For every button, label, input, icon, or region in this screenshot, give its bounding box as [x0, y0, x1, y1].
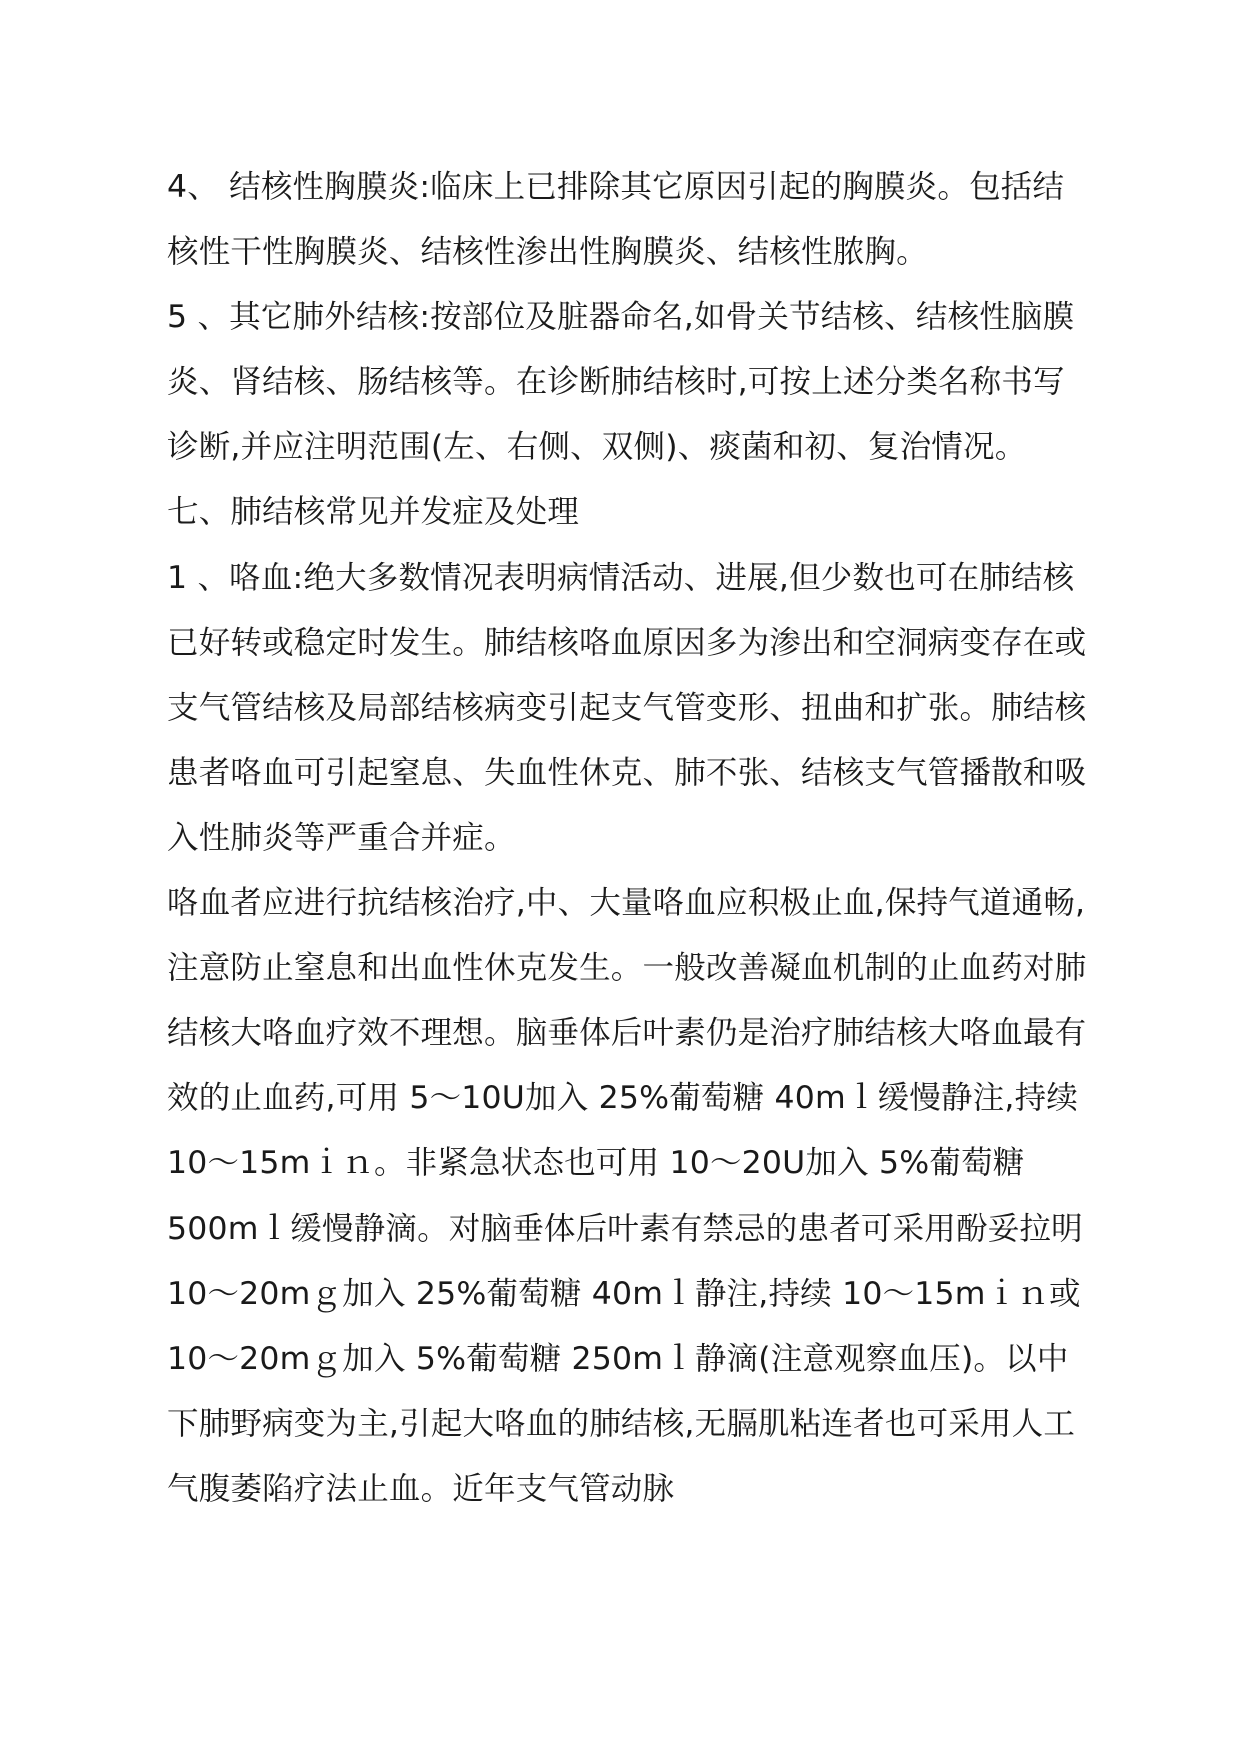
paragraph-hemoptysis-treatment: 咯血者应进行抗结核治疗,中、大量咯血应积极止血,保持气道通畅,注意防止窒息和出血性休克发生。一般改善凝血机制的止血药对肺结核大咯血疗效不理想。脑垂体后叶素仍是治疗肺结核大咯血最有效的止血药,可用 5～10U加入 25%葡萄糖 40mｌ缓慢静注,持续 10～15mｉｎ。非紧急状态也可用 10～20U加入 5%葡萄糖 500mｌ缓慢静滴。对脑垂体后叶素有禁忌的患者可采用酚妥拉明 10～20mｇ加入 25%葡萄糖 40mｌ静注,持续 10～15mｉｎ或 10～20mｇ加入 5%葡萄糖 250mｌ静滴(注意观察血压)。以中下肺野病变为主,引起大咯血的肺结核,无膈肌粘连者也可采用人工气腹萎陷疗法止血。近年支气管动脉	[167, 885, 1087, 1507]
document-body	[167, 155, 1087, 1522]
section-heading-complications: 七、肺结核常见并发症及处理	[167, 494, 580, 531]
paragraph-hemoptysis: 1 、咯血:绝大多数情况表明病情活动、进展,但少数也可在肺结核已好转或稳定时发生。肺结核咯血原因多为渗出和空洞病变存在或支气管结核及局部结核病变引起支气管变形、扭曲和扩张。肺结核患者咯血可引起窒息、失血性休克、肺不张、结核支气管播散和吸入性肺炎等严重合并症。	[167, 559, 1087, 856]
paragraph-extrapulmonary: 5 、其它肺外结核:按部位及脏器命名,如骨关节结核、结核性脑膜炎、肾结核、肠结核等。在诊断肺结核时,可按上述分类名称书写诊断,并应注明范围(左、右侧、双侧)、痰菌和初、复治情况。	[167, 299, 1075, 466]
paragraph-pleurisy: 4、 结核性胸膜炎:临床上已排除其它原因引起的胸膜炎。包括结核性干性胸膜炎、结核性渗出性胸膜炎、结核性脓胸。	[167, 169, 1065, 271]
